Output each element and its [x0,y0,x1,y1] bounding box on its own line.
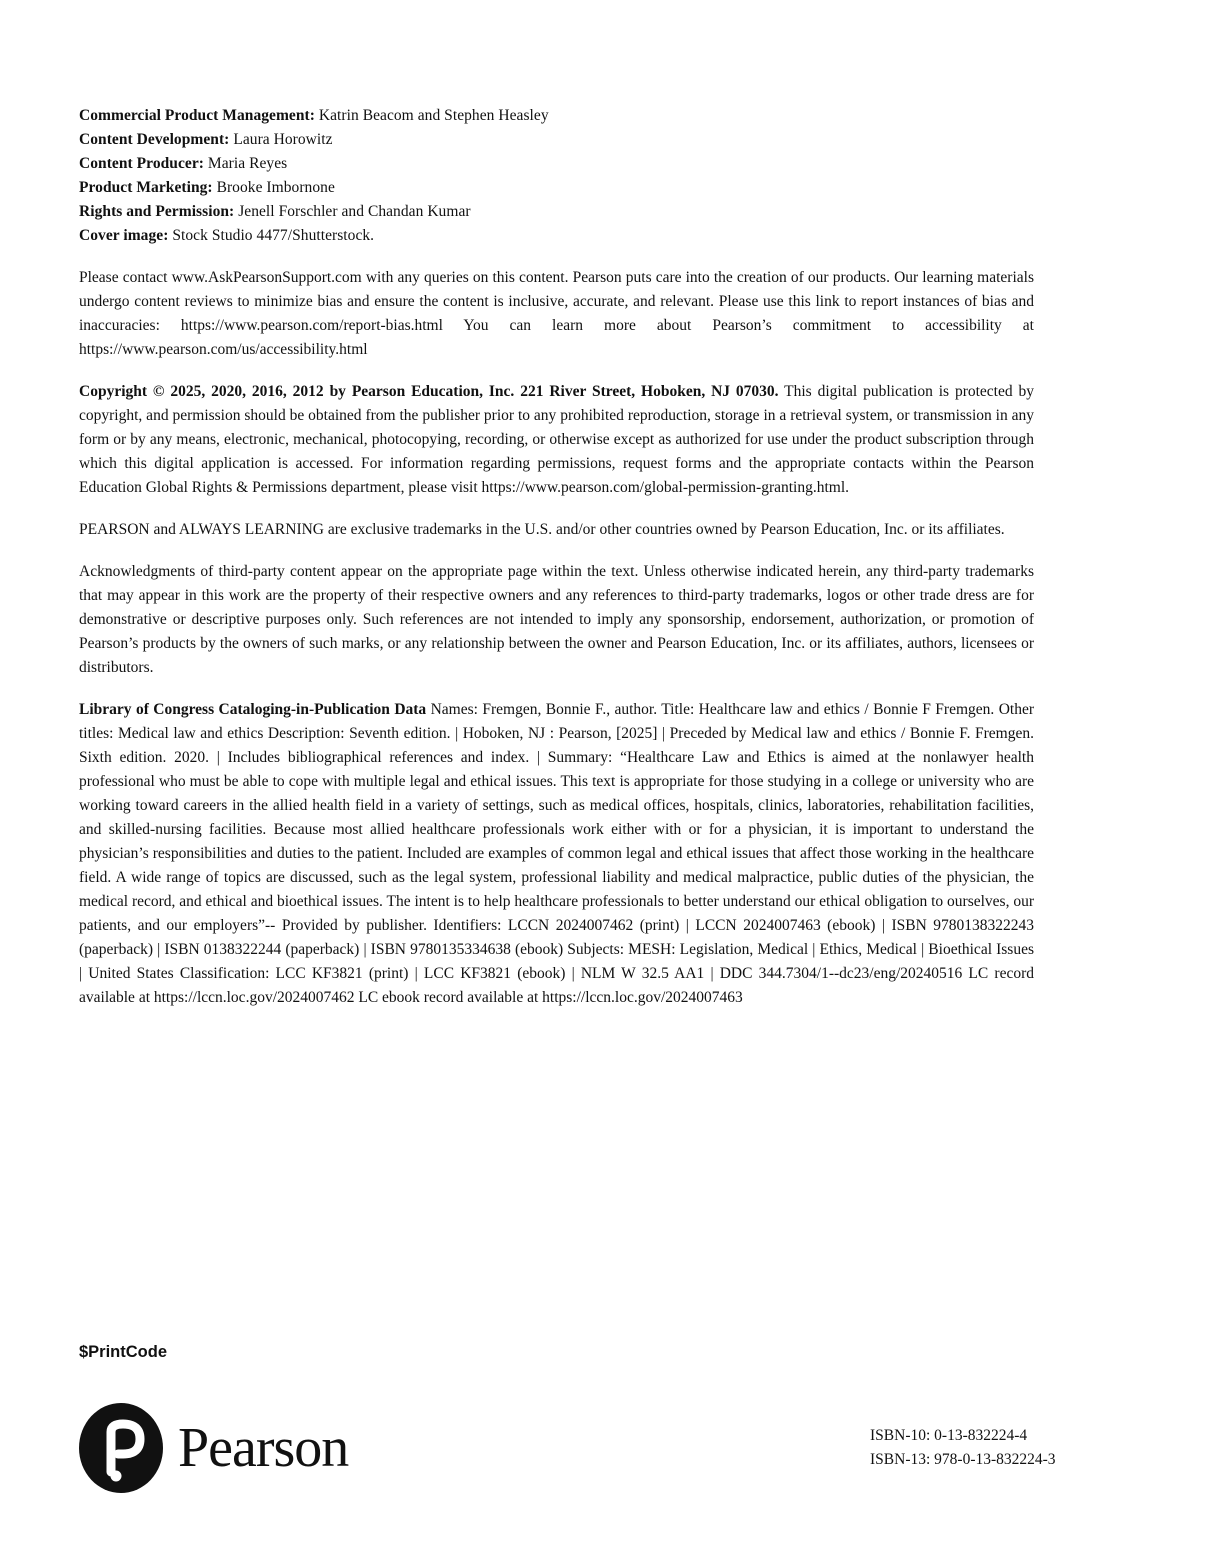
credit-label: Content Development: [79,130,230,148]
copyright-paragraph [79,380,1034,500]
credit-label: Rights and Permission: [79,202,235,220]
pearson-p-logo-icon [78,1402,164,1494]
body-text [79,266,1034,1028]
isbn-block [870,1424,1056,1472]
copyright-text: This digital publication is protected by copyright, and permission should be obtained from the publisher prior to any prohibited reproduction, storage in a retrieval system, or transmission in any form or by any means, electronic, mechanical, photocopying, recording, or otherwise except as authorized for use under the product subscription through which this digital application is accessed. For information regarding permissions, request forms and the appropriate contacts within the Pearson Education Global Rights & Permissions department, please visit https://www.pearson.com/global-permission-granting.html. [79,383,1034,496]
credit-value: Maria Reyes [203,154,288,172]
credit-value: Jenell Forschler and Chandan Kumar [234,202,471,220]
credit-value: Brooke Imbornone [212,178,335,196]
isbn-13: ISBN-13: 978-0-13-832224-3 [870,1451,1056,1468]
credit-label: Commercial Product Management: [79,107,315,124]
acknowledgments-paragraph: Acknowledgments of third-party content appear on the appropriate page within the text. Unless otherwise indicated herein, any third-party trademarks that may appear in this work are the property of their respective owners and any references to third-party trademarks, logos or other trade dress are for demonstrative or descriptive purposes only. Such references are not intended to imply any sponsorship, endorsement, authorization, or promotion of Pearson’s products by the owners of such marks, or any relationship between the owner and Pearson Education, Inc. or its affiliates, authors, licensees or distributors. [79,563,1034,676]
trademarks-paragraph: PEARSON and ALWAYS LEARNING are exclusive trademarks in the U.S. and/or other countries owned by Pearson Education, Inc. or its affiliates. [79,521,1005,538]
credit-value: Laura Horowitz [229,130,333,148]
copyright-notice: Copyright © 2025, 2020, 2016, 2012 by Pearson Education, Inc. 221 River Street, Hoboken, NJ 07030. [79,383,779,400]
cip-text: Names: Fremgen, Bonnie F., author. Title: Healthcare law and ethics / Bonnie F Fremgen. Other titles: Medical law and ethics Description: Seventh edition. | Hoboken, NJ : Pearson, [2025] | Preceded by Medical law and ethics / Bonnie F. Fremgen. Sixth edition. 2020. | Includes bibliographical references and index. | Summary: “Healthcare Law and Ethics is aimed at the nonlawyer health professional who must be able to cope with multiple legal and ethical issues. This text is appropriate for those studying in a college or university who are working toward careers in the allied health field in a variety of settings, such as medical offices, hospitals, clinics, laboratories, rehabilitation facilities, and skilled-nursing facilities. Because most allied healthcare professionals work either with or for a physician, it is important to understand the physician’s responsibilities and duties to the patient. Included are examples of common legal and ethical issues that affect those working in the healthcare field. A wide range of topics are discussed, such as the legal system, professional liability and medical malpractice, public duties of the physician, the medical record, and ethical and bioethical issues. The intent is to help healthcare professionals to better understand our ethical obligation to ourselves, our patients, and our employers”-- Provided by publisher. Identifiers: LCCN 2024007462 (print) | LCCN 2024007463 (ebook) | ISBN 9780138322243 (paperback) | ISBN 0138322244 (paperback) | ISBN 9780135334638 (ebook) Subjects: MESH: Legislation, Medical | Ethics, Medical | Bioethical Issues | United States Classification: LCC KF3821 (print) | LCC KF3821 (ebook) | NLM W 32.5 AA1 | DDC 344.7304/1--dc23/eng/20240516 LC record available at https://lccn.loc.gov/2024007462 LC ebook record available at https://lccn.loc.gov/2024007463 [79,701,1034,1006]
cip-heading: Library of Congress Cataloging-in-Publication Data [79,701,427,718]
print-code: $PrintCode [79,1343,168,1361]
credit-value: Katrin Beacom and Stephen Heasley [314,107,549,124]
credit-line [79,200,1039,224]
isbn-10: ISBN-10: 0-13-832224-4 [870,1427,1028,1444]
credit-line [79,152,1039,176]
pearson-logo [78,1400,398,1496]
credit-value: Stock Studio 4477/Shutterstock. [168,226,375,244]
pearson-wordmark: Pearson [178,1417,349,1479]
credit-label: Content Producer: [79,154,204,172]
credit-label: Cover image: [79,226,169,244]
credit-line [79,176,1039,200]
credit-line [79,224,1039,248]
cip-data-paragraph [79,698,1034,1010]
credit-label: Product Marketing: [79,178,213,196]
credit-line [79,128,1039,152]
credits-block [79,104,1039,247]
credit-line [79,104,1039,128]
contact-paragraph: Please contact www.AskPearsonSupport.com with any queries on this content. Pearson puts care into the creation of our products. Our learning materials undergo content reviews to minimize bias and ensure the content is inclusive, accurate, and relevant. Please use this link to report instances of bias and inaccuracies: https://www.pearson.com/report-bias.html You can learn more about Pearson’s commitment to accessibility at https://www.pearson.com/us/accessibility.html [79,269,1034,358]
